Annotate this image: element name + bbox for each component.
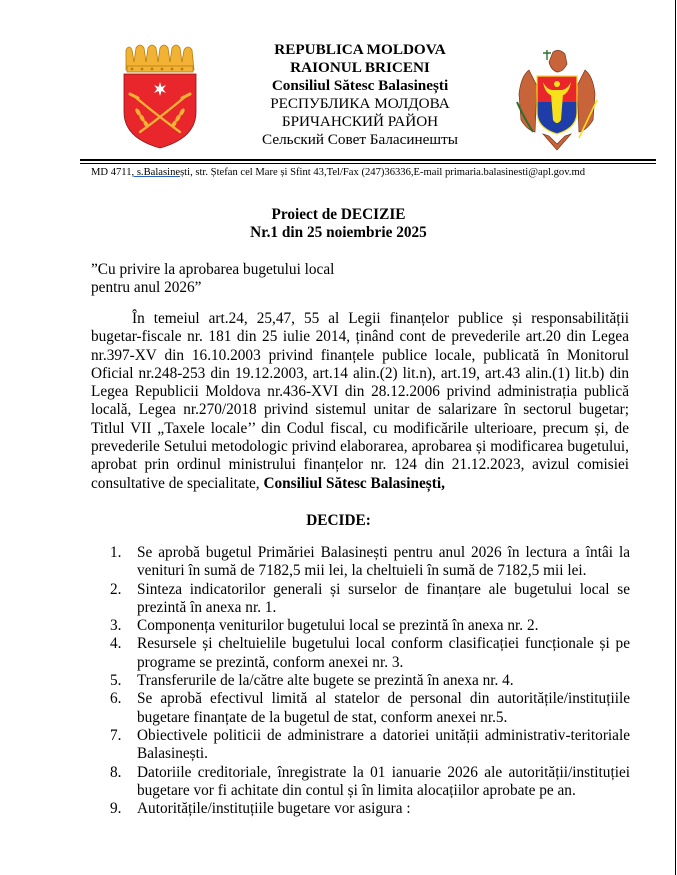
document-subject (91, 261, 334, 297)
preamble-council-name: Consiliul Sătesc Balasinești, (263, 474, 445, 492)
council-name-ru: Сельский Совет Баласинешты (262, 131, 458, 148)
preamble-paragraph (91, 310, 629, 493)
address-details: ști, str. Ștefan cel Mare și Sfint 43,Tel/Fax (247)36336,E-mail primaria.balasinesti@apl.gov.md (180, 167, 585, 178)
decision-item (110, 672, 630, 690)
postal-code: MD 4711 (91, 167, 132, 178)
decision-item (110, 617, 630, 635)
cross-icon (543, 50, 551, 60)
decision-number: 9. (110, 800, 122, 818)
decision-text: Resursele și cheltuielile bugetului local conform clasificației funcționale și pe programe se prezintă, conform anexei nr. 3. (137, 635, 630, 671)
district-name-ro: RAIONUL BRICENI (290, 59, 430, 76)
title-line-1: Proiect de DECIZIE (271, 206, 406, 223)
decision-text: Se aprobă efectivul limită al statelor de personal din autoritățile/instituțiile bugetare finanțate de la bugetul de stat, conform anexei nr.5. (137, 690, 630, 726)
decision-item (110, 635, 630, 672)
decision-text: Sinteza indicatorilor generali și surselor de finanțare ale bugetului local se prezintă în anexa nr. 1. (137, 580, 630, 616)
decision-number: 5. (110, 672, 122, 690)
subject-line-1: ”Cu privire la aprobarea bugetului local (91, 261, 335, 278)
decision-number: 1. (110, 544, 122, 561)
decision-text: Autoritățile/instituțiile bugetare vor asigura : (137, 800, 411, 818)
decision-text: Componența veniturilor bugetului local se prezintă în anexa nr. 2. (137, 617, 539, 635)
decision-item (110, 764, 630, 801)
decision-item (110, 690, 630, 727)
header-divider-thin (80, 163, 656, 164)
subject-line-2: pentru anul 2026” (91, 279, 202, 296)
document-title (0, 206, 677, 242)
district-name-ru: БРИЧАНСКИЙ РАЙОН (281, 113, 439, 130)
crown-icon (126, 45, 194, 72)
letterhead (0, 0, 677, 178)
decisions-list (110, 544, 630, 818)
decide-heading: DECIDE: (306, 512, 371, 529)
contact-address (91, 166, 585, 179)
decision-text: Se aprobă bugetul Primăriei Balasinești pentru anul 2026 în lectura a întâi la venituri în sumă de 7182,5 mii lei, la cheltuieli în sumă de 7182,5 mii lei. (137, 544, 630, 580)
country-name-ru: РЕСПУБЛИКА МОЛДОВА (270, 95, 450, 112)
header-divider-thick (80, 159, 656, 161)
letterhead-text (240, 41, 480, 149)
council-name-ro: Consiliul Sătesc Balasinești (271, 77, 449, 94)
decision-item (110, 544, 630, 581)
decision-text: Obiectivele politicii de administrare a datoriei unității administrativ-teritoriale Balasinești. (137, 726, 630, 763)
decision-item (110, 581, 630, 618)
locality-link[interactable]: , s.Balasine (131, 167, 181, 178)
moldova-coat-of-arms-icon (513, 46, 601, 154)
decision-number: 8. (110, 763, 122, 781)
country-name-ro: REPUBLICA MOLDOVA (274, 41, 446, 58)
decision-number: 7. (110, 726, 122, 744)
decision-number: 6. (110, 690, 122, 708)
decision-item (110, 800, 630, 818)
preamble-text: În temeiul art.24, 25,47, 55 al Legii finanțelor publice și responsabilității bugetar-fiscale nr. 181 din 25 iulie 2014, ținând cont de prevederile art.20 din Legea nr.397-XV din 16.10.2003 privind finanțele publice locale, publicată în Monitorul Oficial nr.248-253 din 19.12.2003, art.14 alin.(2) lit.n), art.19, art.43 alin.(1) lit.b) din Legea Republicii Moldova nr.436-XVI din 28.12.2006 privind administrația publică locală, Legea nr.270/2018 privind sistemul unitar de salarizare în sectorul bugetar; Titlul VII „Taxele locale’’ din Codul fiscal, cu modificările ulterioare, precum și, de prevederile Setului metodologic privind elaborarea, aprobarea și modificarea bugetului, aprobat prin ordinul ministrului finanțelor nr. 124 din 21.12.2023, avizul comisiei consultative de specialitate, (91, 310, 629, 492)
decision-item (110, 727, 630, 764)
decision-text: Transferurile de la/către alte bugete se prezintă în anexa nr. 4. (137, 672, 514, 690)
decision-number: 2. (110, 580, 122, 598)
village-coat-of-arms-icon (118, 40, 202, 152)
title-line-2: Nr.1 din 25 noiembrie 2025 (250, 224, 427, 241)
decision-number: 3. (110, 617, 122, 635)
decision-number: 4. (110, 635, 122, 653)
decision-text: Datoriile creditoriale, înregistrate la 01 ianuarie 2026 ale autorității/instituției bugetare vor fi achitate din contul și în limita alocațiilor aprobate pe an. (137, 763, 630, 799)
